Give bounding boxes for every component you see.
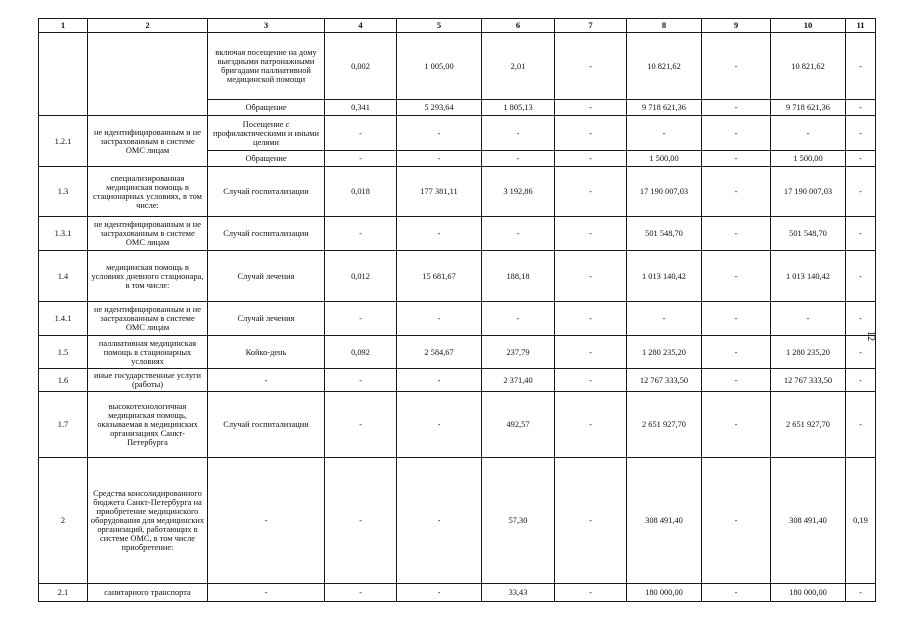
col-header: 9 [702, 19, 771, 33]
value-cell: - [702, 151, 771, 167]
budget-table [38, 18, 876, 602]
value-cell: 180 000,00 [627, 584, 702, 602]
value-cell: 57,30 [482, 458, 555, 584]
value-cell: - [325, 116, 397, 151]
value-cell: 1 280 235,20 [771, 336, 846, 369]
value-cell: - [702, 167, 771, 217]
value-cell: - [846, 584, 876, 602]
value-cell: 180 000,00 [771, 584, 846, 602]
value-cell: 17 190 007,03 [627, 167, 702, 217]
row-number: 1.3 [39, 167, 88, 217]
col-header: 6 [482, 19, 555, 33]
value-cell: 0,012 [325, 251, 397, 302]
value-cell: - [702, 33, 771, 100]
value-cell: 1 805,13 [482, 100, 555, 116]
value-cell: - [702, 458, 771, 584]
value-cell: 501 548,70 [627, 217, 702, 251]
header-row [39, 19, 876, 33]
value-cell: - [397, 458, 482, 584]
value-cell: 1 013 140,42 [627, 251, 702, 302]
value-cell: - [846, 167, 876, 217]
value-cell: - [555, 167, 627, 217]
value-cell: 9 718 621,36 [771, 100, 846, 116]
table-row [39, 33, 876, 100]
row-description [88, 33, 208, 116]
value-cell: - [627, 302, 702, 336]
row-number: 2 [39, 458, 88, 584]
row-number: 1.4 [39, 251, 88, 302]
value-cell: - [325, 151, 397, 167]
value-cell: 308 491,40 [627, 458, 702, 584]
value-cell: - [702, 302, 771, 336]
col-header: 11 [846, 19, 876, 33]
value-cell: 33,43 [482, 584, 555, 602]
row-number: 1.5 [39, 336, 88, 369]
table-row [39, 369, 876, 392]
row-number: 1.3.1 [39, 217, 88, 251]
value-cell: 10 821,62 [771, 33, 846, 100]
value-cell: - [397, 369, 482, 392]
table-row [39, 167, 876, 217]
value-cell: - [846, 100, 876, 116]
value-cell: - [397, 584, 482, 602]
unit-cell: - [208, 584, 325, 602]
value-cell: 5 293,64 [397, 100, 482, 116]
row-number: 2.1 [39, 584, 88, 602]
value-cell: 188,18 [482, 251, 555, 302]
row-description: высокотехнологичная медицинская помощь, оказываемая в медицинских организациях Санкт-Петербурга [88, 392, 208, 458]
unit-cell: - [208, 458, 325, 584]
value-cell: 1 005,00 [397, 33, 482, 100]
row-number: 1.4.1 [39, 302, 88, 336]
value-cell: - [555, 392, 627, 458]
value-cell: - [325, 458, 397, 584]
row-description: Средства консолидированного бюджета Санкт-Петербурга на приобретение медицинского оборудования для медицинских организаций, работающих в системе ОМС, в том числе приобретение: [88, 458, 208, 584]
value-cell: - [846, 33, 876, 100]
unit-cell: Случай госпитализации [208, 392, 325, 458]
unit-cell: включая посещение на дому выездными патронажными бригадами паллиативной медицинской помощи [208, 33, 325, 100]
value-cell: 492,57 [482, 392, 555, 458]
value-cell: 2 651 927,70 [627, 392, 702, 458]
table-row [39, 584, 876, 602]
value-cell: 2 651 927,70 [771, 392, 846, 458]
value-cell: 237,79 [482, 336, 555, 369]
table-row [39, 251, 876, 302]
value-cell: 17 190 007,03 [771, 167, 846, 217]
value-cell: - [555, 217, 627, 251]
table-row [39, 392, 876, 458]
table-row [39, 336, 876, 369]
value-cell: - [397, 151, 482, 167]
table-row [39, 302, 876, 336]
row-description: паллиативная медицинская помощь в стационарных условиях [88, 336, 208, 369]
value-cell: - [555, 33, 627, 100]
unit-cell: Обращение [208, 100, 325, 116]
value-cell: - [555, 584, 627, 602]
value-cell: 0,018 [325, 167, 397, 217]
value-cell: 0,19 [846, 458, 876, 584]
value-cell: - [846, 336, 876, 369]
value-cell: 12 767 333,50 [771, 369, 846, 392]
value-cell: - [397, 392, 482, 458]
value-cell: 2 584,67 [397, 336, 482, 369]
value-cell: - [846, 302, 876, 336]
value-cell: - [627, 116, 702, 151]
value-cell: - [555, 369, 627, 392]
value-cell: - [846, 116, 876, 151]
value-cell: - [397, 116, 482, 151]
value-cell: - [397, 302, 482, 336]
value-cell: - [702, 217, 771, 251]
value-cell: 1 500,00 [771, 151, 846, 167]
value-cell: - [702, 392, 771, 458]
value-cell: - [771, 116, 846, 151]
row-description: санитарного транспорта [88, 584, 208, 602]
page-number: 12 [865, 331, 876, 341]
value-cell: - [325, 217, 397, 251]
value-cell: 2 371,40 [482, 369, 555, 392]
value-cell: 9 718 621,36 [627, 100, 702, 116]
col-header: 8 [627, 19, 702, 33]
unit-cell: Случай госпитализации [208, 167, 325, 217]
table-row [39, 116, 876, 151]
value-cell: - [555, 302, 627, 336]
col-header: 4 [325, 19, 397, 33]
row-description: не идентифицированным и не застрахованным в системе ОМС лицам [88, 217, 208, 251]
unit-cell: Посещение с профилактическими и иными целями [208, 116, 325, 151]
value-cell: - [397, 217, 482, 251]
row-number: 1.6 [39, 369, 88, 392]
value-cell: - [702, 336, 771, 369]
value-cell: - [482, 151, 555, 167]
value-cell: - [325, 392, 397, 458]
value-cell: 1 013 140,42 [771, 251, 846, 302]
value-cell: - [846, 217, 876, 251]
value-cell: - [555, 100, 627, 116]
value-cell: 308 491,40 [771, 458, 846, 584]
value-cell: - [555, 458, 627, 584]
table-row [39, 458, 876, 584]
unit-cell: Койко-день [208, 336, 325, 369]
row-description: не идентифицированным и не застрахованным в системе ОМС лицам [88, 116, 208, 167]
value-cell: - [702, 100, 771, 116]
value-cell: - [846, 392, 876, 458]
col-header: 7 [555, 19, 627, 33]
value-cell: 15 681,67 [397, 251, 482, 302]
value-cell: - [482, 302, 555, 336]
unit-cell: Случай лечения [208, 302, 325, 336]
value-cell: - [846, 369, 876, 392]
value-cell: - [482, 217, 555, 251]
value-cell: 177 381,11 [397, 167, 482, 217]
value-cell: 1 280 235,20 [627, 336, 702, 369]
value-cell: 0,002 [325, 33, 397, 100]
value-cell: - [555, 116, 627, 151]
value-cell: 0,341 [325, 100, 397, 116]
row-number: 1.7 [39, 392, 88, 458]
col-header: 1 [39, 19, 88, 33]
value-cell: 0,092 [325, 336, 397, 369]
value-cell: - [555, 251, 627, 302]
value-cell: - [846, 151, 876, 167]
col-header: 5 [397, 19, 482, 33]
value-cell: - [555, 336, 627, 369]
row-description: иные государственные услуги (работы) [88, 369, 208, 392]
value-cell: - [702, 584, 771, 602]
row-number [39, 33, 88, 116]
col-header: 2 [88, 19, 208, 33]
value-cell: 12 767 333,50 [627, 369, 702, 392]
value-cell: 501 548,70 [771, 217, 846, 251]
value-cell: - [702, 369, 771, 392]
table-row [39, 217, 876, 251]
unit-cell: Случай госпитализации [208, 217, 325, 251]
unit-cell: - [208, 369, 325, 392]
value-cell: - [846, 251, 876, 302]
value-cell: 3 192,86 [482, 167, 555, 217]
value-cell: 1 500,00 [627, 151, 702, 167]
col-header: 10 [771, 19, 846, 33]
value-cell: - [771, 302, 846, 336]
value-cell: - [702, 116, 771, 151]
value-cell: 10 821,62 [627, 33, 702, 100]
unit-cell: Обращение [208, 151, 325, 167]
value-cell: 2,01 [482, 33, 555, 100]
value-cell: - [325, 369, 397, 392]
value-cell: - [325, 584, 397, 602]
value-cell: - [702, 251, 771, 302]
value-cell: - [555, 151, 627, 167]
col-header: 3 [208, 19, 325, 33]
row-description: специализированная медицинская помощь в стационарных условиях, в том числе: [88, 167, 208, 217]
row-description: медицинская помощь в условиях дневного стационара, в том числе: [88, 251, 208, 302]
value-cell: - [482, 116, 555, 151]
value-cell: - [325, 302, 397, 336]
row-number: 1.2.1 [39, 116, 88, 167]
unit-cell: Случай лечения [208, 251, 325, 302]
row-description: не идентифицированным и не застрахованным в системе ОМС лицам [88, 302, 208, 336]
